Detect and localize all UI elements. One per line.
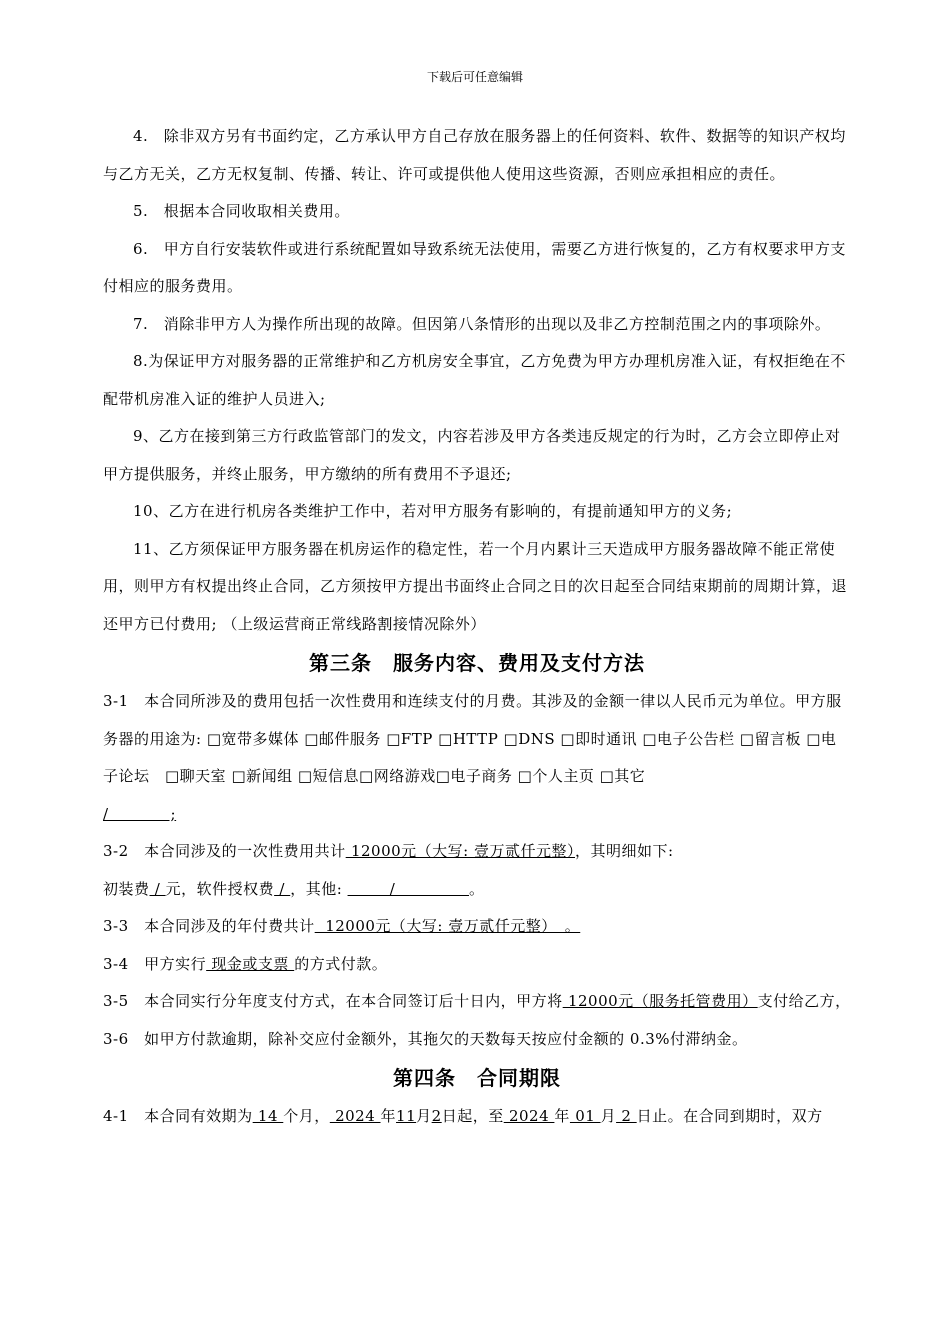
clause-4-1-b: 个月， — [283, 1107, 330, 1125]
start-day: 2 — [431, 1107, 442, 1125]
clause-4-1-a: 4-1 本合同有效期为 — [103, 1107, 253, 1125]
clause-3-3 — [103, 908, 851, 946]
clause-3-5-post: 支付给乙方， — [757, 992, 851, 1010]
annual-fee-amount: 12000元（大写: 壹万贰仟元整） 。 — [314, 917, 581, 935]
clause-4-1 — [103, 1098, 851, 1136]
clause-3-3-pre: 3-3 本合同涉及的年付费共计 — [103, 917, 315, 935]
clause-3-4 — [103, 946, 851, 984]
one-time-fee-amount: 12000元（大写: 壹万贰仟元整） — [345, 842, 575, 860]
other-fee-label: ，其他: — [290, 879, 348, 898]
clause-5: 5. 根据本合同收取相关费用。 — [133, 202, 350, 220]
page-header: 下载后可任意编辑 — [426, 70, 523, 84]
document-body — [103, 118, 851, 1136]
clause-4-1-f: 年 — [554, 1107, 570, 1125]
clause-10: 10、乙方在进行机房各类维护工作中，若对甲方服务有影响的，有提前通知甲方的义务; — [133, 502, 733, 520]
clause-7: 7. 消除非甲方人为操作所出现的故障。但因第八条情形的出现以及非乙方控制范围之内的事项除外。 — [133, 314, 831, 333]
other-use-blank: / ; — [103, 804, 177, 823]
clause-3-5-pre: 3-5 本合同实行分年度支付方式，在本合同签订后十日内，甲方将 — [103, 992, 563, 1010]
section-3-title: 第三条 服务内容、费用及支付方法 — [309, 651, 645, 675]
clause-11: 11、乙方须保证甲方服务器在机房运作的稳定性，若一个月内累计三天造成甲方服务器故障不能正常使用，则甲方有权提出终止合同，乙方须按甲方提出书面终止合同之日的次日起至合同结束期前的周期计算，退还甲方已付费用; （上级运营商正常线路割接情况除外） — [103, 539, 848, 633]
end-year: 2024 — [503, 1107, 555, 1125]
clause-3-4-post: 的方式付款。 — [294, 954, 388, 973]
term-months: 14 — [252, 1107, 284, 1125]
clause-3-6: 3-6 如甲方付款逾期，除补交应付金额外，其拖欠的天数每天按应付金额的 0.3%付滞纳金。 — [103, 1029, 748, 1048]
clause-3-2-pre: 3-2 本合同涉及的一次性费用共计 — [103, 842, 346, 860]
clause-3-2-post: ，其明细如下: — [574, 842, 674, 860]
clause-4: 4. 除非双方另有书面约定，乙方承认甲方自己存放在服务器上的任何资料、软件、数据等的知识产权均与乙方无关，乙方无权复制、传播、转让、许可或提供他人使用这些资源，否则应承担相应的责任。 — [103, 127, 846, 183]
clause-4-1-e: 日起，至 — [441, 1107, 504, 1125]
clause-6: 6. 甲方自行安装软件或进行系统配置如导致系统无法使用，需要乙方进行恢复的，乙方有权要求甲方支付相应的服务费用。 — [103, 239, 846, 295]
section-4-title: 第四条 合同期限 — [393, 1066, 561, 1090]
end-day: 2 — [616, 1107, 637, 1125]
start-month: 11 — [396, 1107, 417, 1125]
fee-line-end: 。 — [469, 879, 485, 898]
payment-method: 现金或支票 — [206, 954, 295, 973]
hosting-fee-amount: 12000元（服务托管费用） — [562, 992, 758, 1010]
clause-4-1-c: 年 — [380, 1107, 397, 1125]
fee-detail-line — [103, 871, 851, 909]
clause-3-5 — [103, 983, 851, 1021]
other-fee-value: / — [347, 879, 469, 898]
license-fee-value: / — [274, 879, 291, 898]
start-year: 2024 — [329, 1107, 381, 1125]
clause-3-1-text: 3-1 本合同所涉及的费用包括一次性费用和连续支付的月费。其涉及的金额一律以人民币元为单位。甲方服务器的用途为: □宽带多媒体 □邮件服务 □FTP □HTTP □DNS □即时通讯 □电子公告栏 □留言板 □电子论坛 □聊天室 □新闻组 □短信息□网络游戏□电子商务 □个人主页 □其它 — [103, 692, 842, 785]
clause-3-2 — [103, 833, 851, 871]
clause-4-1-g: 月 — [600, 1107, 617, 1125]
install-fee-label: 初装费 — [103, 879, 150, 898]
license-fee-label: 元，软件授权费 — [165, 879, 275, 898]
clause-4-1-d: 月 — [416, 1107, 432, 1125]
end-month: 01 — [569, 1107, 601, 1125]
clause-8: 8.为保证甲方对服务器的正常维护和乙方机房安全事宜，乙方免费为甲方办理机房准入证，有权拒绝在不配带机房准入证的维护人员进入; — [103, 352, 846, 408]
install-fee-value: / — [149, 879, 166, 898]
clause-3-1 — [103, 683, 851, 833]
clause-9: 9、乙方在接到第三方行政监管部门的发文，内容若涉及甲方各类违反规定的行为时，乙方会立即停止对甲方提供服务，并终止服务，甲方缴纳的所有费用不予退还; — [103, 427, 841, 483]
clause-3-4-pre: 3-4 甲方实行 — [103, 954, 207, 973]
clause-4-1-h: 日止。在合同到期时，双方 — [636, 1107, 823, 1125]
